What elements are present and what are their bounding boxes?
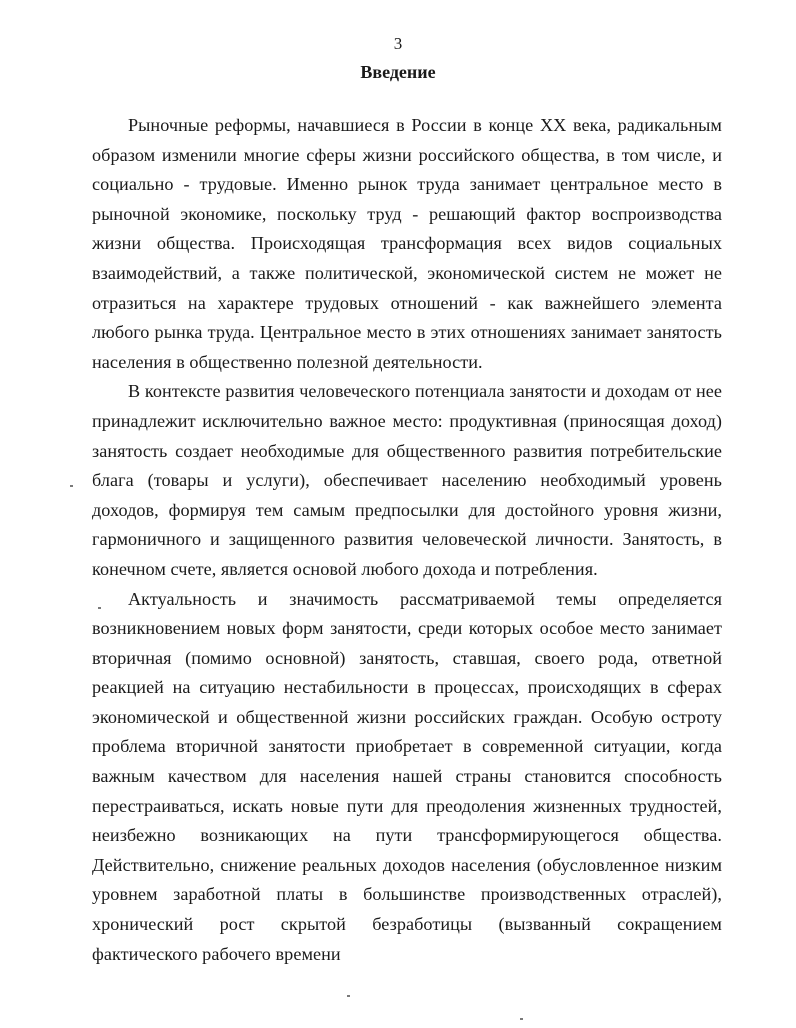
scan-speck: [98, 607, 101, 609]
scan-speck: [347, 995, 350, 997]
paragraph-market-reforms: Рыночные реформы, начавшиеся в России в конце XX века, радикальным образом изменили многие сферы жизни российского общества, в том числе, и социально - трудовые. Именно рынок труда занимает центральное место в рыночной экономике, поскольку труд - решающий фактор воспроизводства жизни общества. Происходящая трансформация всех видов социальных взаимодействий, а также политической, экономической систем не может не отразиться на характере трудовых отношений - как важнейшего элемента любого рынка труда. Центральное место в этих отношениях занимает занятость населения в общественно полезной деятельности.: [92, 115, 722, 372]
paragraph-human-potential: В контексте развития человеческого потенциала занятости и доходам от нее принадлежит исключительно важное место: продуктивная (приносящая доход) занятость создает необходимые для общественного развития потребительские блага (товары и услуги), обеспечивает населению необходимый уровень доходов, формируя тем самым предпосылки для достойного уровня жизни, гармоничного и защищенного развития человеческой личности. Занятость, в конечном счете, является основой любого дохода и потребления.: [92, 381, 722, 579]
page-title: Введение: [360, 62, 436, 82]
page-number: 3: [393, 34, 403, 53]
scan-speck: [70, 485, 73, 487]
scan-speck: [520, 1018, 523, 1020]
document-body: [92, 111, 722, 969]
paragraph-topic-relevance: Актуальность и значимость рассматриваемой темы определяется возникновением новых форм занятости, среди которых особое место занимает вторичная (помимо основной) занятость, ставшая, своего рода, ответной реакцией на ситуацию нестабильности в процессах, происходящих в сферах экономической и общественной жизни российских граждан. Особую остроту проблема вторичной занятости приобретает в современной ситуации, когда важным качеством для населения нашей страны становится способность перестраиваться, искать новые пути для преодоления жизненных трудностей, неизбежно возникающих на пути трансформирующегося общества. Действительно, снижение реальных доходов населения (обусловленное низким уровнем заработной платы в большинстве производственных отраслей), хронический рост скрытой безработицы (вызванный сокращением фактического рабочего времени: [92, 588, 722, 964]
